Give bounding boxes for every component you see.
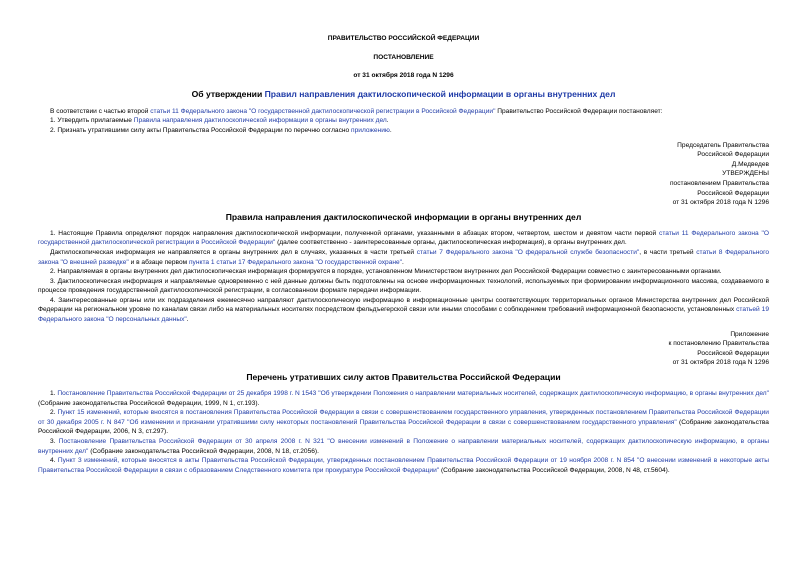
act-link-2[interactable]: Пункт 15 изменений, которые вносятся в постановления Правительства Российской Федерации в связи с совершенствованием государственного управления, утвержденных постановлением Правительства Российской Федерации от 30 декабря 2005 г. N 847 "Об изменении и признании утратившими силу некоторых постановлений Правительства Российской Федерации в связи с совершенствованием государственного управления" (38, 409, 769, 426)
list-item-4: 4. Пункт 3 изменений, которые вносятся в акты Правительства Российской Федерации, утвержденных постановлением Правительства Российской Федерации от 19 ноября 2008 г. N 854 "О внесении изменений в некоторые акты Правительства Российской Федерации в связи с образованием Следственного комитета при прокуратуре Российской Федерации" (Собрание законодательства Российской Федерации, 2008, N 48, ст.5604). (38, 457, 769, 474)
act-link-4[interactable]: Пункт 3 изменений, которые вносятся в акты Правительства Российской Федерации, утвержденных постановлением Правительства Российской Федерации от 19 ноября 2008 г. N 854 "О внесении изменений в некоторые акты Правительства Российской Федерации в связи с образованием Следственного комитета при прокуратуре Российской Федерации" (38, 457, 769, 474)
fsb-law-link[interactable]: статьи 7 Федерального закона "О федеральной службе безопасности" (416, 248, 640, 256)
rules-link-2[interactable]: Правила направления дактилоскопической информации в органы внутренних дел (133, 117, 387, 125)
rules-title: Правила направления дактилоскопической информации в органы внутренних дел (225, 211, 582, 222)
rule-3: 3. Дактилоскопическая информация и направляемые одновременно с ней данные должны быть подготовлены на основе информационных технологий, используемых при формировании информационного массива, создаваемого в процессе проведения государственной дактилоскопической регистрации, в согласованном формате передачи информации. (38, 277, 769, 295)
act-link-3[interactable]: Постановление Правительства Российской Федерации от 30 апреля 2008 г. N 321 "О внесении изменений в Положение о направлении материальных носителей, содержащих дактилоскопическую информацию, в органы внутренних дел" (38, 438, 769, 455)
document-title: Об утверждении Правил направления дактилоскопической информации в органы внутренних дел (191, 88, 616, 99)
appendix-link[interactable]: приложению (351, 126, 390, 134)
document (38, 0, 769, 475)
rule-1: 1. Настоящие Правила определяют порядок направления дактилоскопической информации, полученной органами, указанными в абзацах втором, четвертом, шестом и девятом части первой статьи 11 Федерального закона "О государственной дактилоскопической регистрации в Российской Федерации" (далее соответственно - заинтересованные органы, дактилоскопическая информация), в органы внутренних дел. (38, 229, 769, 247)
document-date: от 31 октября 2018 года N 1296 (353, 72, 454, 80)
personal-data-law-link[interactable]: статьей 19 Федерального закона "О персональных данных" (38, 306, 769, 324)
document-type: ПОСТАНОВЛЕНИЕ (373, 53, 434, 61)
law-link[interactable]: статьи 11 Федерального закона "О государственной дактилоскопической регистрации в Российской Федерации" (150, 107, 496, 115)
list-item-3: 3. Постановление Правительства Российской Федерации от 30 апреля 2008 г. N 321 "О внесении изменений в Положение о направлении материальных носителей, содержащих дактилоскопическую информацию, в органы внутренних дел" (Собрание законодательства Российской Федерации, 2008, N 18, ст.2056). (38, 438, 769, 455)
law-link-art11[interactable]: статьи 11 Федерального закона "О государственной дактилоскопической регистрации в Российской Федерации" (38, 229, 769, 247)
list-title: Перечень утративших силу актов Правительства Российской Федерации (246, 372, 561, 383)
act-link-1[interactable]: Постановление Правительства Российской Федерации от 25 декабря 1998 г. N 1543 "Об утверждении Положения о направлении материальных носителей, содержащих дактилоскопическую информацию, в органы внутренних дел" (57, 390, 769, 398)
item-1: 1. Утвердить прилагаемые Правила направления дактилоскопической информации в органы внутренних дел. (50, 117, 389, 125)
appendix-block: Приложение к постановлению Правительства Российской Федерации от 31 октября 2018 года N 1296 (668, 330, 769, 367)
intelligence-law-link[interactable]: статьи 8 Федерального закона "О внешней разведке" (38, 248, 769, 266)
list-item-2: 2. Пункт 15 изменений, которые вносятся в постановления Правительства Российской Федерации в связи с совершенствованием государственного управления, утвержденных постановлением Правительства Российской Федерации от 30 декабря 2005 г. N 847 "Об изменении и признании утратившими силу некоторых постановлений Правительства Российской Федерации в связи с совершенствованием государственного управления" (Собрание законодательства Российской Федерации, 2006, N 3, ст.297). (38, 409, 769, 436)
signature-block: Председатель Правительства Российской Федерации Д.Медведев УТВЕРЖДЕНЫ постановлением Правительства Российской Федерации от 31 октября 2018 года N 1296 (669, 141, 769, 207)
rules-link[interactable]: Правил направления дактилоскопической информации в органы внутренних дел (264, 88, 616, 99)
rule-4: 4. Заинтересованные органы или их подразделения ежемесячно направляют дактилоскопическую информацию в информационные центры соответствующих территориальных органов Министерства внутренних дел Российской Федерации на региональном уровне по каналам связи либо на материальных носителях посредством фельдъегерской связи или иными способами с соблюдением требований информационной безопасности, установленных статьей 19 Федерального закона "О персональных данных". (38, 296, 769, 324)
list-item-1: 1. Постановление Правительства Российской Федерации от 25 декабря 1998 г. N 1543 "Об утверждении Положения о направлении материальных носителей, содержащих дактилоскопическую информацию, в органы внутренних дел" (Собрание законодательства Российской Федерации, 1999, N 1, ст.193). (38, 390, 769, 407)
government-name: ПРАВИТЕЛЬСТВО РОССИЙСКОЙ ФЕДЕРАЦИИ (327, 35, 480, 42)
item-2: 2. Признать утратившими силу акты Правительства Российской Федерации по перечню согласно приложению. (50, 126, 392, 134)
protection-law-link[interactable]: пункта 1 статьи 17 Федерального закона "О государственной охране" (188, 258, 403, 266)
rule-1-exceptions: Дактилоскопическая информация не направляется в органы внутренних дел в случаях, указанных в части третьей статьи 7 Федерального закона "О федеральной службе безопасности", в части третьей статьи 8 Федерального закона "О внешней разведке" и в абзаце первом пункта 1 статьи 17 Федерального закона "О государственной охране". (38, 248, 769, 266)
rule-2: 2. Направляемая в органы внутренних дел дактилоскопическая информация формируется в порядке, установленном Министерством внутренних дел Российской Федерации совместно с заинтересованными органами. (50, 268, 722, 276)
intro-paragraph: В соответствии с частью второй статьи 11 Федерального закона "О государственной дактилоскопической регистрации в Российской Федерации" Правительство Российской Федерации постановляет: (50, 107, 663, 115)
